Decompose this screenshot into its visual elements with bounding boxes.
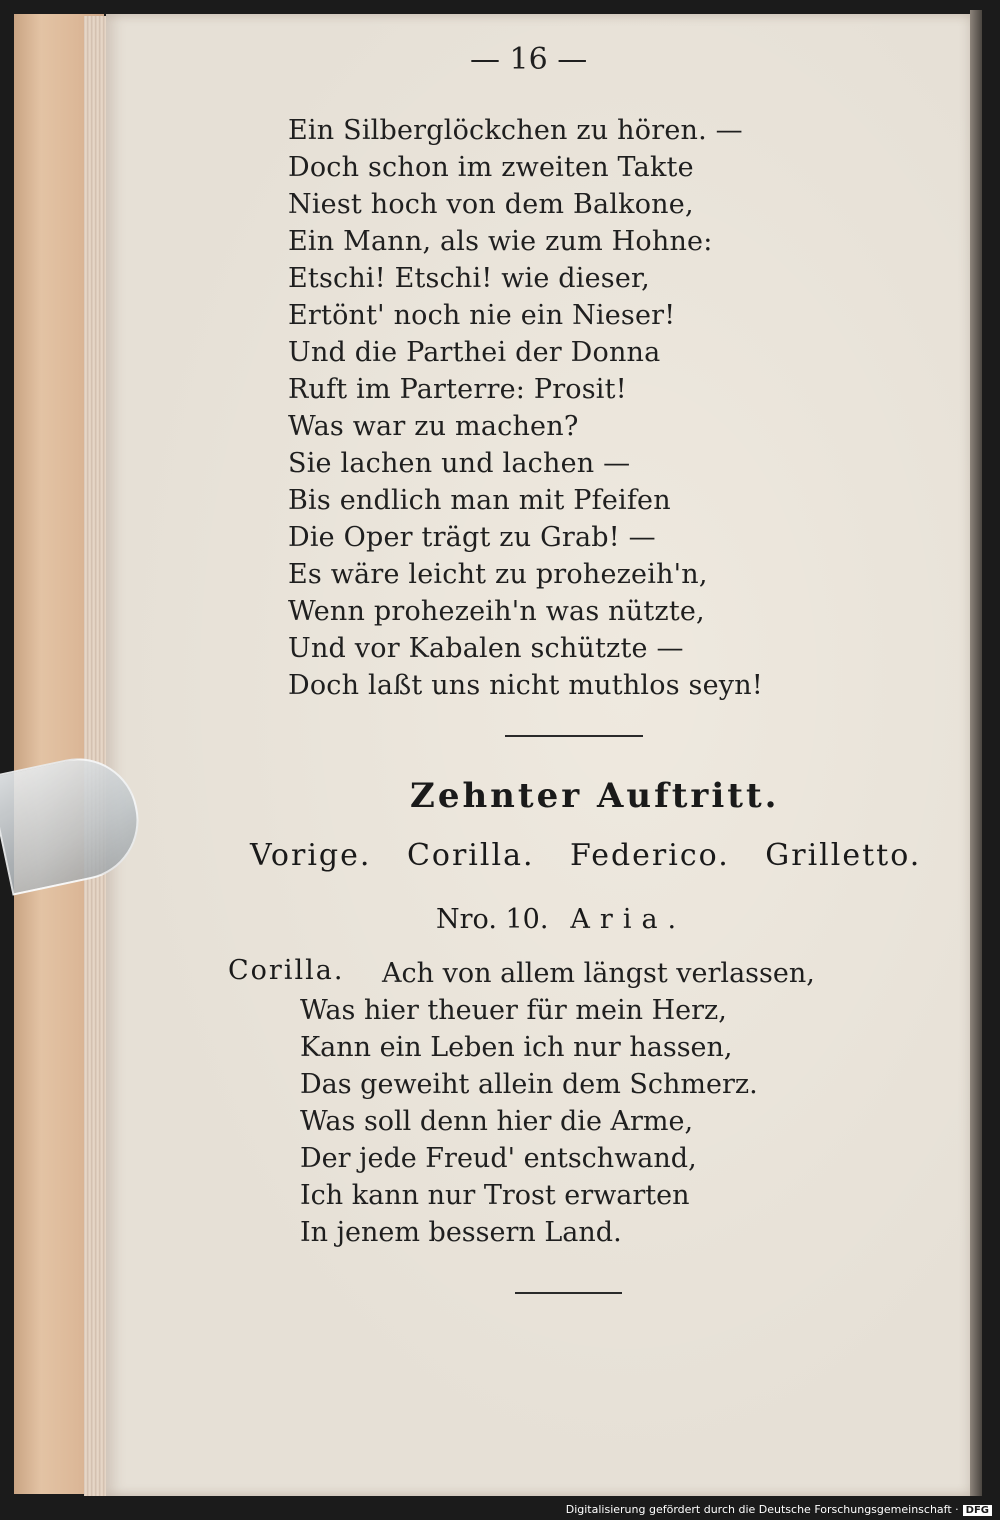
scene-characters: Vorige. Corilla. Federico. Grilletto. — [250, 838, 922, 873]
aria-line: Ach von allem längst verlassen, — [382, 958, 815, 989]
verse-line: Sie lachen und lachen — — [288, 448, 631, 479]
verse-line: Bis endlich man mit Pfeifen — [288, 485, 671, 516]
verse-line: Doch laßt uns nicht muthlos seyn! — [288, 670, 763, 701]
section-divider — [505, 735, 643, 737]
aria-line: Was soll denn hier die Arme, — [300, 1106, 694, 1137]
verse-line: Ein Mann, als wie zum Hohne: — [288, 226, 713, 257]
number-label: Nro. 10. — [436, 904, 549, 935]
aria-number — [436, 904, 686, 935]
credit-text: Digitalisierung gefördert durch die Deutsche Forschungsgemeinschaft · — [565, 1503, 959, 1516]
end-divider — [515, 1292, 622, 1294]
aria-line: Ich kann nur Trost erwarten — [300, 1180, 690, 1211]
aria-line: Das geweiht allein dem Schmerz. — [300, 1069, 758, 1100]
verse-line: Die Oper trägt zu Grab! — — [288, 522, 656, 553]
page-right-edge — [970, 10, 982, 1496]
dfg-logo: DFG — [963, 1505, 992, 1516]
aria-line: Der jede Freud' entschwand, — [300, 1143, 697, 1174]
verse-line: Ertönt' noch nie ein Nieser! — [288, 300, 676, 331]
verse-line: Ein Silberglöckchen zu hören. — — [288, 115, 743, 146]
number-title: Aria. — [570, 904, 687, 935]
verse-line: Doch schon im zweiten Takte — [288, 152, 694, 183]
aria-line: Kann ein Leben ich nur hassen, — [300, 1032, 733, 1063]
verse-line: Es wäre leicht zu prohezeih'n, — [288, 559, 708, 590]
verse-line: Ruft im Parterre: Prosit! — [288, 374, 627, 405]
aria-line: Was hier theuer für mein Herz, — [300, 995, 727, 1026]
verse-block — [288, 112, 763, 704]
scene-heading: Zehnter Auftritt. — [410, 776, 780, 816]
aria-text — [300, 955, 815, 1251]
page-stack — [84, 16, 108, 1496]
verse-line: Etschi! Etschi! wie dieser, — [288, 263, 650, 294]
aria-line: In jenem bessern Land. — [300, 1217, 622, 1248]
verse-line: Und die Parthei der Donna — [288, 337, 661, 368]
verse-line: Wenn prohezeih'n was nützte, — [288, 596, 705, 627]
speaker-name: Corilla. — [228, 955, 345, 986]
verse-line: Was war zu machen? — [288, 411, 579, 442]
verse-line: Niest hoch von dem Balkone, — [288, 189, 694, 220]
verse-line: Und vor Kabalen schützte — — [288, 633, 684, 664]
page-number: — 16 — — [470, 42, 588, 77]
digitization-credit — [566, 1503, 992, 1516]
